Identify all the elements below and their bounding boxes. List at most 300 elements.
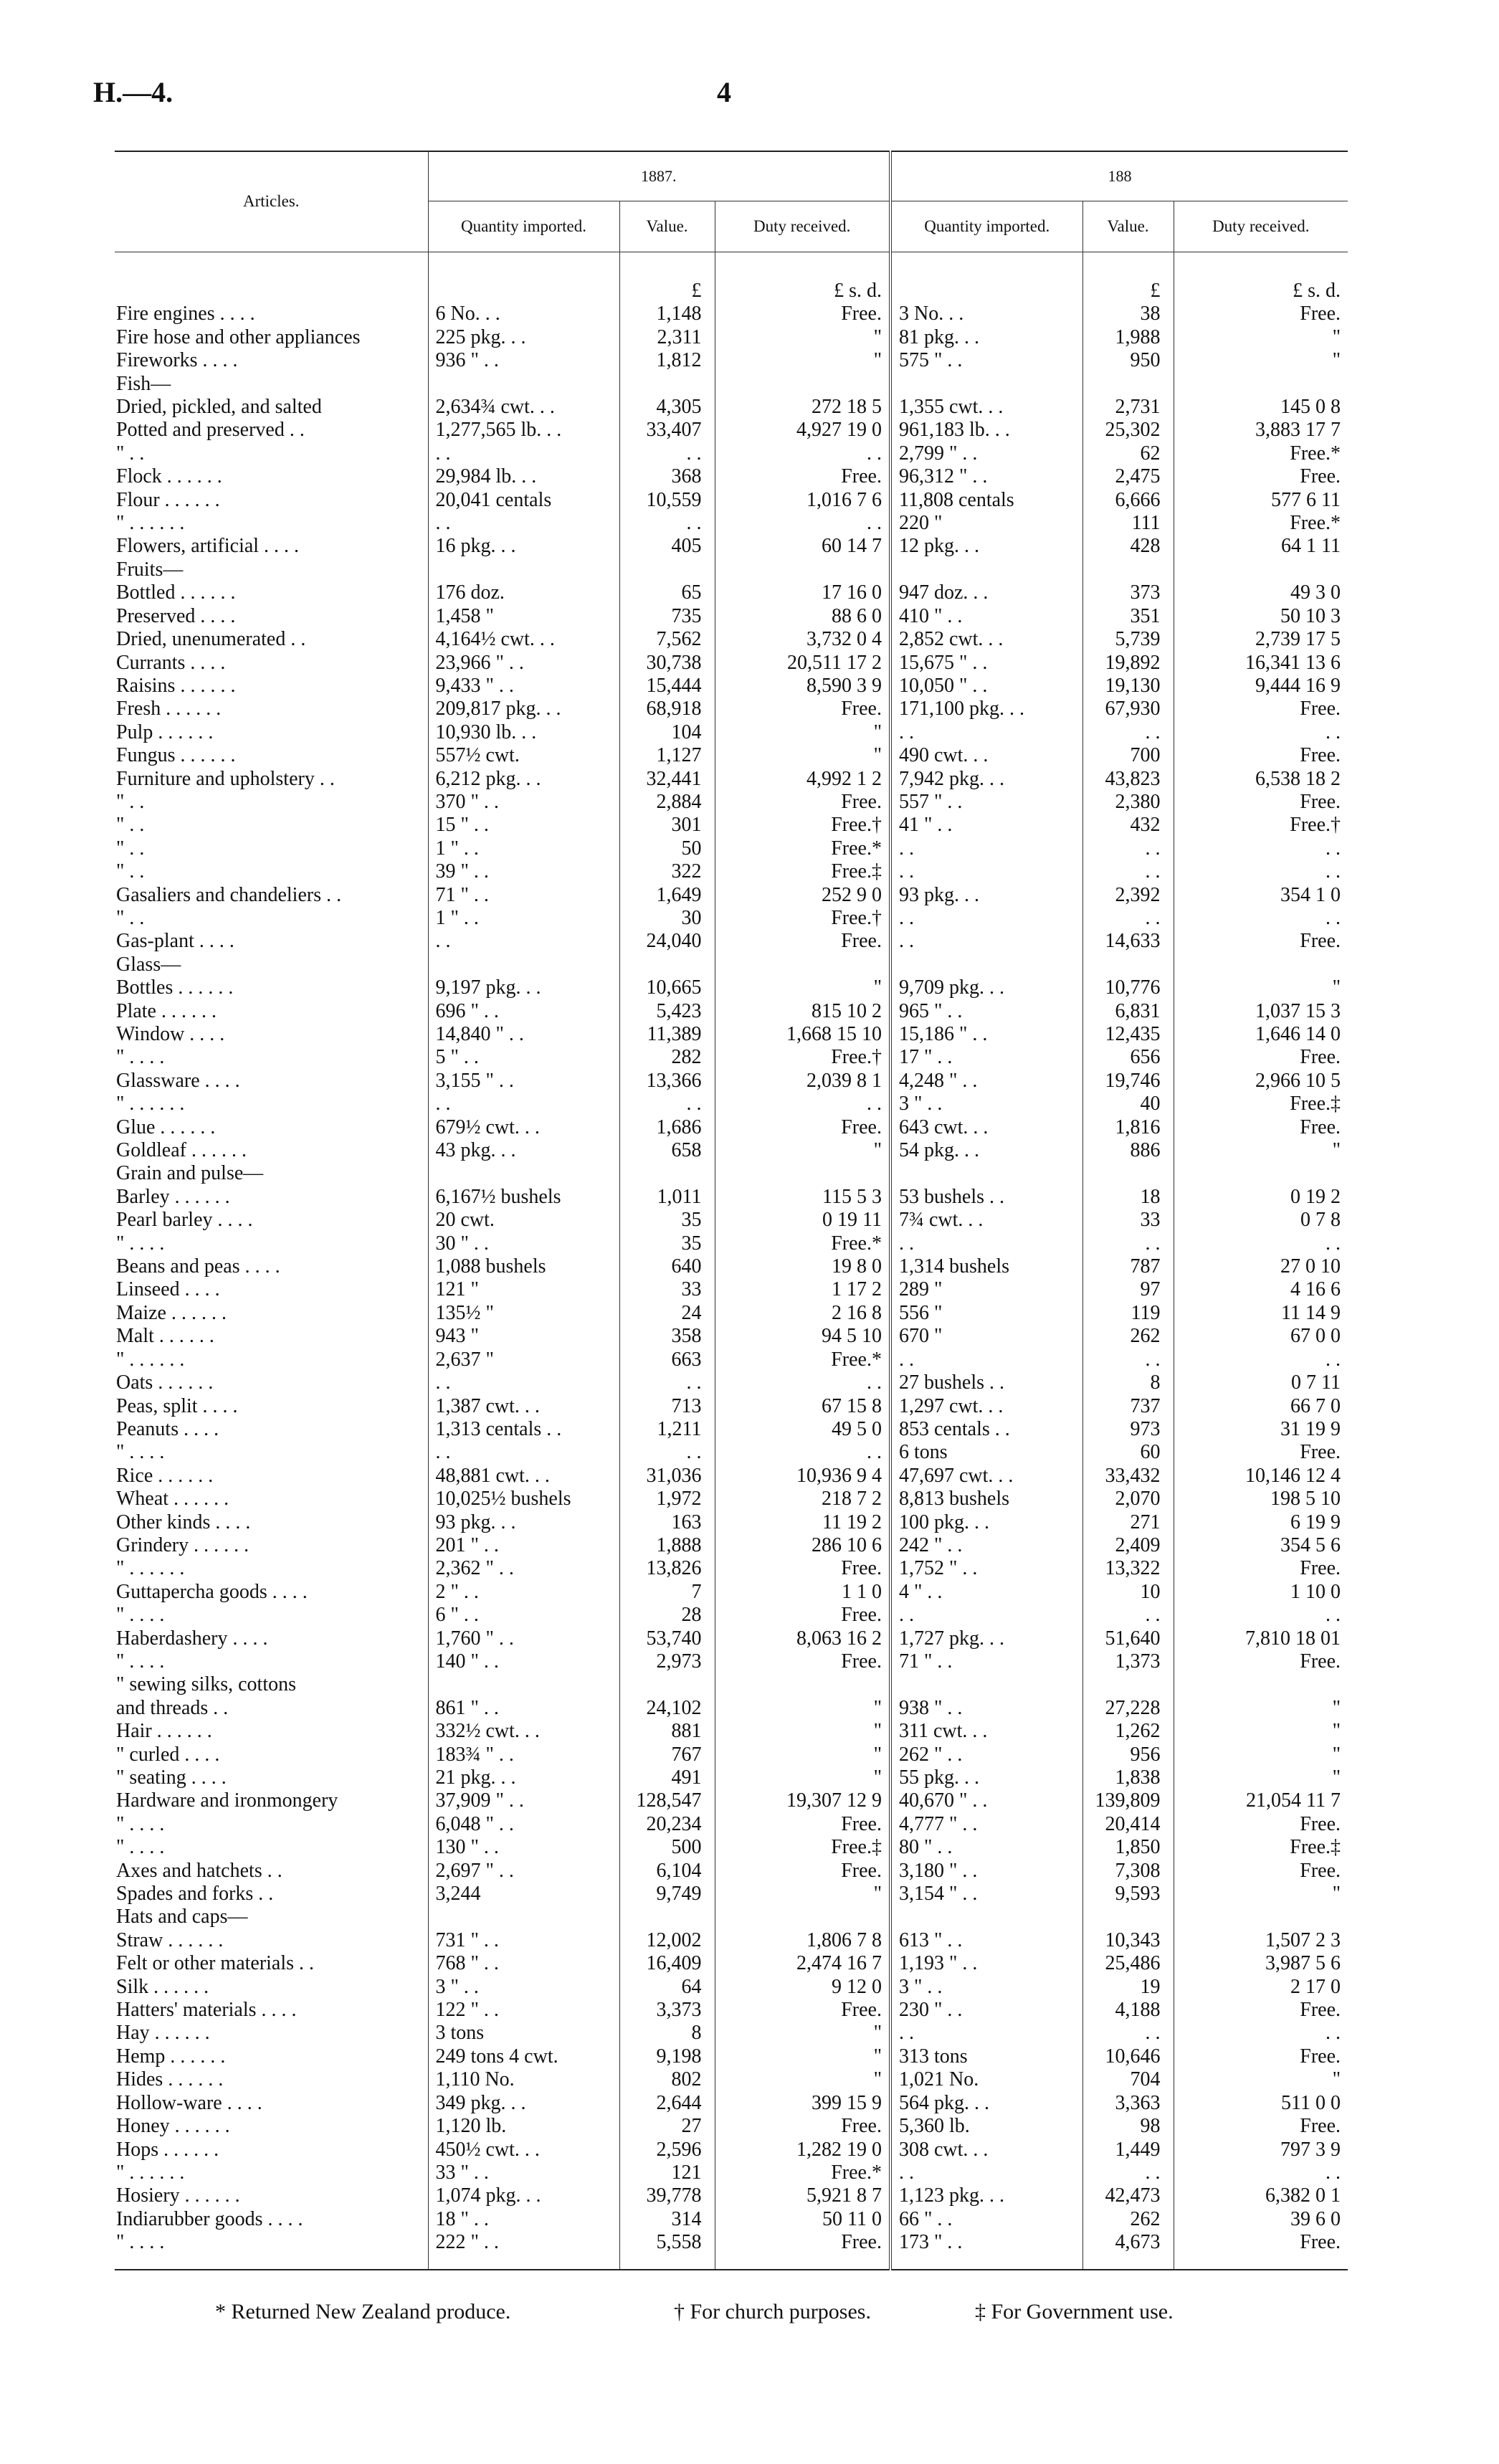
article-cell: Silk . . . . . . — [116, 1975, 209, 1998]
quantity-1888-cell: 3,180 " . . — [890, 1860, 1082, 1883]
quantity-1887-cell: 39 " . . — [428, 860, 619, 883]
duty-1888-cell: . . — [1174, 2022, 1348, 2045]
quantity-1887-cell: 6 No. . . — [428, 303, 619, 325]
article-cell: Flowers, artificial . . . . — [116, 535, 300, 558]
duty-1887-cell — [715, 953, 890, 976]
quantity-1888-cell: 311 cwt. . . — [890, 1720, 1082, 1743]
quantity-1888-cell: 3 " . . — [890, 1976, 1082, 1999]
table-row — [115, 1557, 1348, 1580]
quantity-1888-cell: 4,777 " . . — [890, 1813, 1082, 1836]
table-row — [115, 1255, 1348, 1278]
table-row — [115, 1000, 1348, 1023]
duty-1888-cell: " — [1174, 1883, 1348, 1906]
duty-1887-cell: 286 10 6 — [715, 1534, 890, 1557]
article-cell: Peas, split . . . . — [116, 1394, 238, 1417]
article-cell: and threads . . — [116, 1696, 229, 1719]
table-row — [115, 1139, 1348, 1162]
value-1887-cell: 881 — [619, 1720, 715, 1743]
table-row — [115, 2184, 1348, 2207]
duty-1887-cell: 3,732 0 4 — [715, 628, 890, 651]
value-1888-cell: . . — [1082, 837, 1174, 860]
duty-1888-cell: Free. — [1174, 1441, 1348, 1464]
quantity-1887-cell: 183¾ " . . — [428, 1744, 619, 1766]
duty-1888-cell: 10,146 12 4 — [1174, 1465, 1348, 1488]
duty-1888-cell: 2,966 10 5 — [1174, 1070, 1348, 1093]
value-1887-cell: 500 — [619, 1836, 715, 1859]
duty-1887-cell: 9 12 0 — [715, 1976, 890, 1999]
table-row — [115, 1581, 1348, 1604]
page-id: H.—4. — [93, 76, 173, 108]
value-1887-cell: 767 — [619, 1744, 715, 1766]
duty-1888-cell: Free.‡ — [1174, 1093, 1348, 1116]
duty-1887-cell: " — [715, 1766, 890, 1789]
quantity-1887-cell: 6,167½ bushels — [428, 1186, 619, 1209]
duty-1888-cell: Free. — [1174, 1650, 1348, 1673]
value-1888-cell: 67,930 — [1082, 698, 1174, 720]
duty-1888-cell: Free. — [1174, 1116, 1348, 1139]
article-cell: Pulp . . . . . . — [116, 720, 214, 743]
spacer-row — [115, 252, 1348, 280]
table-row — [115, 1697, 1348, 1720]
duty-1888-cell: " — [1174, 326, 1348, 349]
value-1887-cell: 163 — [619, 1511, 715, 1534]
duty-1887-cell: " — [715, 1697, 890, 1720]
duty-1888-cell: 4 16 6 — [1174, 1278, 1348, 1301]
value-1888-cell: 25,486 — [1082, 1952, 1174, 1975]
table-row — [115, 535, 1348, 558]
quantity-1888-cell: 575 " . . — [890, 349, 1082, 372]
duty-1888-cell: . . — [1174, 721, 1348, 744]
quantity-1887-cell: 2,362 " . . — [428, 1557, 619, 1580]
quantity-1888-cell: 11,808 centals — [890, 489, 1082, 512]
value-1888-cell — [1082, 953, 1174, 976]
quantity-1888-cell: 4 " . . — [890, 1581, 1082, 1604]
table-row — [115, 1604, 1348, 1627]
quantity-1887-cell — [428, 558, 619, 581]
duty-1887-cell: 50 11 0 — [715, 2208, 890, 2231]
quantity-1888-cell — [890, 1673, 1082, 1696]
duty-1888-cell: 0 7 8 — [1174, 1209, 1348, 1232]
page-number: 4 — [717, 76, 731, 108]
article-cell: " . . . . . . — [116, 1348, 185, 1371]
duty-1887-cell: Free. — [715, 465, 890, 488]
quantity-1887-cell: 20 cwt. — [428, 1209, 619, 1232]
article-cell: Barley . . . . . . — [116, 1185, 230, 1208]
table-row — [115, 2092, 1348, 2115]
quantity-1887-cell: 140 " . . — [428, 1650, 619, 1673]
table-row — [115, 396, 1348, 419]
quantity-1887-cell: 349 pkg. . . — [428, 2092, 619, 2115]
quantity-1888-cell: 3 No. . . — [890, 303, 1082, 325]
article-cell: " . . . . — [116, 1812, 165, 1835]
table-row — [115, 791, 1348, 814]
value-1888-cell: 3,363 — [1082, 2092, 1174, 2115]
article-cell: Hardware and ironmongery — [116, 1789, 338, 1812]
value-1887-cell: 1,686 — [619, 1116, 715, 1139]
duty-1888-cell: 9,444 16 9 — [1174, 675, 1348, 698]
article-cell: Malt . . . . . . — [116, 1325, 214, 1348]
duty-1887-cell: 0 19 11 — [715, 1209, 890, 1232]
article-cell: " . . — [116, 790, 145, 813]
article-cell: Straw . . . . . . — [116, 1928, 224, 1951]
quantity-1887-cell: 176 doz. — [428, 581, 619, 604]
quantity-1888-cell: 938 " . . — [890, 1697, 1082, 1720]
value-1887-cell: 735 — [619, 605, 715, 628]
table-row — [115, 1418, 1348, 1441]
table-row — [115, 1395, 1348, 1418]
duty-1888-cell: Free. — [1174, 698, 1348, 720]
quantity-1887-cell: 71 " . . — [428, 884, 619, 907]
table-row — [115, 1488, 1348, 1511]
duty-1887-cell: 60 14 7 — [715, 535, 890, 558]
duty-1887-cell: " — [715, 976, 890, 999]
quantity-1887-cell: 557½ cwt. — [428, 744, 619, 767]
quantity-1888-cell — [890, 558, 1082, 581]
duty-1887-cell: 1,282 19 0 — [715, 2139, 890, 2161]
article-cell: " . . . . — [116, 1441, 165, 1464]
duty-1887-cell — [715, 1673, 890, 1696]
value-1887-cell: 8 — [619, 2022, 715, 2045]
value-1888-cell: 97 — [1082, 1278, 1174, 1301]
table-bottom-rule — [115, 2270, 1348, 2273]
table-row — [115, 1744, 1348, 1766]
duty-1888-cell: 39 6 0 — [1174, 2208, 1348, 2231]
value-1887-cell: 121 — [619, 2161, 715, 2184]
quantity-1888-cell: 66 " . . — [890, 2208, 1082, 2231]
duty-1887-cell: " — [715, 2022, 890, 2045]
article-cell: Hay . . . . . . — [116, 2022, 210, 2045]
value-1888-cell: 2,070 — [1082, 1488, 1174, 1511]
value-1887-cell: 12,002 — [619, 1929, 715, 1952]
value-1888-cell: 40 — [1082, 1093, 1174, 1116]
value-1887-cell: . . — [619, 442, 715, 465]
value-1887-cell: 10,665 — [619, 976, 715, 999]
quantity-header-1888: Quantity imported. — [890, 201, 1082, 252]
value-1887-cell: 28 — [619, 1604, 715, 1627]
value-1888-cell: 1,262 — [1082, 1720, 1174, 1743]
duty-1888-cell: Free. — [1174, 465, 1348, 488]
quantity-1887-cell: 93 pkg. . . — [428, 1511, 619, 1534]
article-cell: Hats and caps— — [116, 1906, 248, 1928]
quantity-1887-cell: 450½ cwt. . . — [428, 2139, 619, 2161]
duty-1887-cell: " — [715, 1720, 890, 1743]
value-1887-cell: 405 — [619, 535, 715, 558]
duty-1887-cell: 2 16 8 — [715, 1302, 890, 1325]
table-row — [115, 1883, 1348, 1906]
table-row — [115, 930, 1348, 953]
value-1887-cell: 16,409 — [619, 1952, 715, 1975]
import-table-container — [115, 151, 1348, 2273]
duty-1887-cell: 2,474 16 7 — [715, 1952, 890, 1975]
quantity-1887-cell: 201 " . . — [428, 1534, 619, 1557]
value-1888-cell: 656 — [1082, 1046, 1174, 1069]
duty-1888-cell: " — [1174, 1766, 1348, 1789]
table-row — [115, 1093, 1348, 1116]
table-row — [115, 1209, 1348, 1232]
article-cell: Gas-plant . . . . — [116, 930, 234, 953]
article-cell: Hollow-ware . . . . — [116, 2091, 262, 2114]
value-1888-cell: 33 — [1082, 1209, 1174, 1232]
year-1888-header: 188 — [890, 151, 1348, 201]
article-cell: Plate . . . . . . — [116, 999, 216, 1022]
value-1887-cell: 7 — [619, 1581, 715, 1604]
quantity-1887-cell: 10,025½ bushels — [428, 1488, 619, 1511]
duty-1888-cell: Free. — [1174, 1813, 1348, 1836]
quantity-1888-cell: 55 pkg. . . — [890, 1766, 1082, 1789]
value-1887-cell: 282 — [619, 1046, 715, 1069]
quantity-1888-cell: . . — [890, 2022, 1082, 2045]
article-cell: Glue . . . . . . — [116, 1116, 216, 1138]
duty-1887-cell: 399 15 9 — [715, 2092, 890, 2115]
quantity-1888-cell: 262 " . . — [890, 1744, 1082, 1766]
value-1888-cell: 20,414 — [1082, 1813, 1174, 1836]
quantity-1887-cell: 15 " . . — [428, 814, 619, 837]
article-cell: Fresh . . . . . . — [116, 698, 222, 720]
article-cell: " sewing silks, cottons — [116, 1673, 296, 1696]
article-cell: " . . — [116, 860, 145, 883]
value-1887-cell: 24,102 — [619, 1697, 715, 1720]
value-1888-cell: 973 — [1082, 1418, 1174, 1441]
value-1888-cell: . . — [1082, 721, 1174, 744]
value-1887-cell: 35 — [619, 1209, 715, 1232]
value-1888-cell: . . — [1082, 860, 1174, 883]
value-1887-cell: 39,778 — [619, 2184, 715, 2207]
quantity-1887-cell: 768 " . . — [428, 1952, 619, 1975]
article-cell: Potted and preserved . . — [116, 419, 305, 442]
table-row — [115, 1232, 1348, 1255]
table-row — [115, 1070, 1348, 1093]
quantity-1888-cell: 54 pkg. . . — [890, 1139, 1082, 1162]
value-1887-cell — [619, 953, 715, 976]
value-1887-cell: 5,558 — [619, 2231, 715, 2269]
value-1887-cell — [619, 1673, 715, 1696]
table-row — [115, 814, 1348, 837]
quantity-1887-cell: 23,966 " . . — [428, 652, 619, 675]
value-1888-cell: 1,373 — [1082, 1650, 1174, 1673]
value-1888-cell: 14,633 — [1082, 930, 1174, 953]
quantity-1888-cell: 1,193 " . . — [890, 1952, 1082, 1975]
duty-1888-cell: " — [1174, 1720, 1348, 1743]
duty-1888-cell: 3,883 17 7 — [1174, 419, 1348, 442]
article-cell: Rice . . . . . . — [116, 1464, 214, 1487]
table-row — [115, 1650, 1348, 1673]
quantity-1888-cell: 71 " . . — [890, 1650, 1082, 1673]
quantity-1888-cell: 80 " . . — [890, 1836, 1082, 1859]
quantity-1888-cell: 564 pkg. . . — [890, 2092, 1082, 2115]
value-1887-cell: 24,040 — [619, 930, 715, 953]
value-1887-cell: 663 — [619, 1348, 715, 1371]
article-cell: Linseed . . . . — [116, 1278, 220, 1301]
value-1887-cell: 640 — [619, 1255, 715, 1278]
value-1887-cell: 104 — [619, 721, 715, 744]
quantity-1887-cell: 936 " . . — [428, 349, 619, 372]
duty-header-1887: Duty received. — [715, 201, 890, 252]
quantity-1887-cell: 2,697 " . . — [428, 1860, 619, 1883]
quantity-1888-cell: 670 " — [890, 1325, 1082, 1348]
duty-unit-1887: £ s. d. — [715, 280, 890, 303]
quantity-1888-cell: 557 " . . — [890, 791, 1082, 814]
quantity-1887-cell: 122 " . . — [428, 1999, 619, 2022]
value-1887-cell — [619, 1162, 715, 1185]
quantity-1887-cell: 222 " . . — [428, 2231, 619, 2269]
duty-1887-cell: Free.* — [715, 837, 890, 860]
quantity-1888-cell: 313 tons — [890, 2045, 1082, 2068]
value-1887-cell: 64 — [619, 1976, 715, 1999]
article-cell: Dried, unenumerated . . — [116, 628, 306, 651]
value-1888-cell: 373 — [1082, 581, 1174, 604]
duty-1887-cell: Free.* — [715, 1232, 890, 1255]
quantity-1887-cell: 1 " . . — [428, 907, 619, 930]
duty-1887-cell: " — [715, 744, 890, 767]
value-1887-cell: 1,649 — [619, 884, 715, 907]
quantity-1887-cell: 16 pkg. . . — [428, 535, 619, 558]
table-row — [115, 419, 1348, 442]
duty-1887-cell: " — [715, 2045, 890, 2068]
article-cell: Glass— — [116, 953, 181, 976]
duty-1888-cell: Free. — [1174, 2231, 1348, 2269]
table-row — [115, 1162, 1348, 1185]
quantity-1887-cell: 10,930 lb. . . — [428, 721, 619, 744]
table-row — [115, 884, 1348, 907]
table-row — [115, 1046, 1348, 1069]
value-1887-cell: 65 — [619, 581, 715, 604]
table-row — [115, 1511, 1348, 1534]
article-cell: Other kinds . . . . — [116, 1511, 251, 1533]
quantity-1887-cell: . . — [428, 512, 619, 535]
article-cell: Grindery . . . . . . — [116, 1533, 249, 1556]
value-1888-cell: . . — [1082, 1232, 1174, 1255]
article-cell: Fire engines . . . . — [116, 303, 255, 325]
duty-1888-cell — [1174, 953, 1348, 976]
article-cell: Currants . . . . — [116, 651, 226, 674]
quantity-1887-cell: 3 tons — [428, 2022, 619, 2045]
duty-1888-cell: 354 5 6 — [1174, 1534, 1348, 1557]
value-1888-cell: 19,892 — [1082, 652, 1174, 675]
quantity-1888-cell: 220 " — [890, 512, 1082, 535]
duty-1887-cell: 94 5 10 — [715, 1325, 890, 1348]
quantity-1887-cell: 9,197 pkg. . . — [428, 976, 619, 999]
value-1888-cell: 10,776 — [1082, 976, 1174, 999]
value-1888-cell: . . — [1082, 907, 1174, 930]
duty-1888-cell: . . — [1174, 1604, 1348, 1627]
quantity-1887-cell: 1,088 bushels — [428, 1255, 619, 1278]
quantity-1888-cell: 1,752 " . . — [890, 1557, 1082, 1580]
quantity-1888-cell: . . — [890, 1348, 1082, 1371]
value-1888-cell: 700 — [1082, 744, 1174, 767]
value-1888-cell: 1,850 — [1082, 1836, 1174, 1859]
table-row — [115, 2208, 1348, 2231]
value-1887-cell: 10,559 — [619, 489, 715, 512]
quantity-header-1887: Quantity imported. — [428, 201, 619, 252]
article-cell: " . . . . . . — [116, 512, 185, 535]
article-cell: Fungus . . . . . . — [116, 744, 236, 767]
table-row — [115, 1813, 1348, 1836]
value-1887-cell: 5,423 — [619, 1000, 715, 1023]
quantity-1888-cell: 6 tons — [890, 1441, 1082, 1464]
quantity-1887-cell: 6,048 " . . — [428, 1813, 619, 1836]
value-1887-cell: 30 — [619, 907, 715, 930]
quantity-1888-cell: 171,100 pkg. . . — [890, 698, 1082, 720]
quantity-1888-cell: 15,186 " . . — [890, 1023, 1082, 1046]
quantity-1887-cell: . . — [428, 1371, 619, 1394]
duty-1887-cell: . . — [715, 1093, 890, 1116]
value-1887-cell: 53,740 — [619, 1627, 715, 1650]
value-1888-cell — [1082, 558, 1174, 581]
table-row — [115, 558, 1348, 581]
quantity-1887-cell: 1 " . . — [428, 837, 619, 860]
table-row — [115, 976, 1348, 999]
value-1887-cell: 2,884 — [619, 791, 715, 814]
value-1888-cell: 4,188 — [1082, 1999, 1174, 2022]
duty-1888-cell: " — [1174, 1139, 1348, 1162]
table-row — [115, 1976, 1348, 1999]
value-1887-cell: 491 — [619, 1766, 715, 1789]
value-1888-cell: 1,988 — [1082, 326, 1174, 349]
quantity-1887-cell: 1,120 lb. — [428, 2115, 619, 2138]
value-1888-cell: 704 — [1082, 2068, 1174, 2091]
duty-1887-cell: 20,511 17 2 — [715, 652, 890, 675]
duty-1887-cell: . . — [715, 1371, 890, 1394]
quantity-1887-cell — [428, 1673, 619, 1696]
quantity-1888-cell: 12 pkg. . . — [890, 535, 1082, 558]
table-row — [115, 652, 1348, 675]
quantity-1887-cell: 3,155 " . . — [428, 1070, 619, 1093]
quantity-1887-cell: 249 tons 4 cwt. — [428, 2045, 619, 2068]
value-1887-cell: 3,373 — [619, 1999, 715, 2022]
value-1887-cell: . . — [619, 1093, 715, 1116]
value-1887-cell: 1,211 — [619, 1418, 715, 1441]
duty-1888-cell: 2,739 17 5 — [1174, 628, 1348, 651]
table-row — [115, 1348, 1348, 1371]
duty-1887-cell — [715, 1906, 890, 1928]
table-row — [115, 349, 1348, 372]
value-1887-cell: 301 — [619, 814, 715, 837]
quantity-1887-cell: 679½ cwt. . . — [428, 1116, 619, 1139]
duty-1887-cell: 67 15 8 — [715, 1395, 890, 1418]
duty-1888-cell: " — [1174, 1697, 1348, 1720]
duty-1888-cell: 0 19 2 — [1174, 1186, 1348, 1209]
article-cell: Glassware . . . . — [116, 1069, 240, 1092]
article-cell: Guttapercha goods . . . . — [116, 1580, 308, 1603]
value-1887-cell: 68,918 — [619, 698, 715, 720]
quantity-1887-cell: 6 " . . — [428, 1604, 619, 1627]
duty-1887-cell: 2,039 8 1 — [715, 1070, 890, 1093]
value-1887-cell — [619, 373, 715, 396]
quantity-1888-cell: 643 cwt. . . — [890, 1116, 1082, 1139]
value-1888-cell: 262 — [1082, 1325, 1174, 1348]
table-row — [115, 860, 1348, 883]
quantity-1887-cell: 135½ " — [428, 1302, 619, 1325]
duty-1888-cell: . . — [1174, 1232, 1348, 1255]
value-1888-cell: 886 — [1082, 1139, 1174, 1162]
duty-1888-cell: 1 10 0 — [1174, 1581, 1348, 1604]
quantity-1888-cell: 93 pkg. . . — [890, 884, 1082, 907]
duty-1887-cell: Free. — [715, 1813, 890, 1836]
value-1887-cell: 24 — [619, 1302, 715, 1325]
year-1887-header: 1887. — [428, 151, 890, 201]
quantity-1887-cell: 1,458 " — [428, 605, 619, 628]
duty-1887-cell: 8,590 3 9 — [715, 675, 890, 698]
table-row — [115, 1302, 1348, 1325]
value-1888-cell: 42,473 — [1082, 2184, 1174, 2207]
table-row — [115, 837, 1348, 860]
quantity-1887-cell: 48,881 cwt. . . — [428, 1465, 619, 1488]
duty-1888-cell: Free. — [1174, 2115, 1348, 2138]
quantity-1888-cell: . . — [890, 2161, 1082, 2184]
duty-1888-cell: 31 19 9 — [1174, 1418, 1348, 1441]
value-1888-cell: 19,746 — [1082, 1070, 1174, 1093]
duty-1888-cell — [1174, 558, 1348, 581]
